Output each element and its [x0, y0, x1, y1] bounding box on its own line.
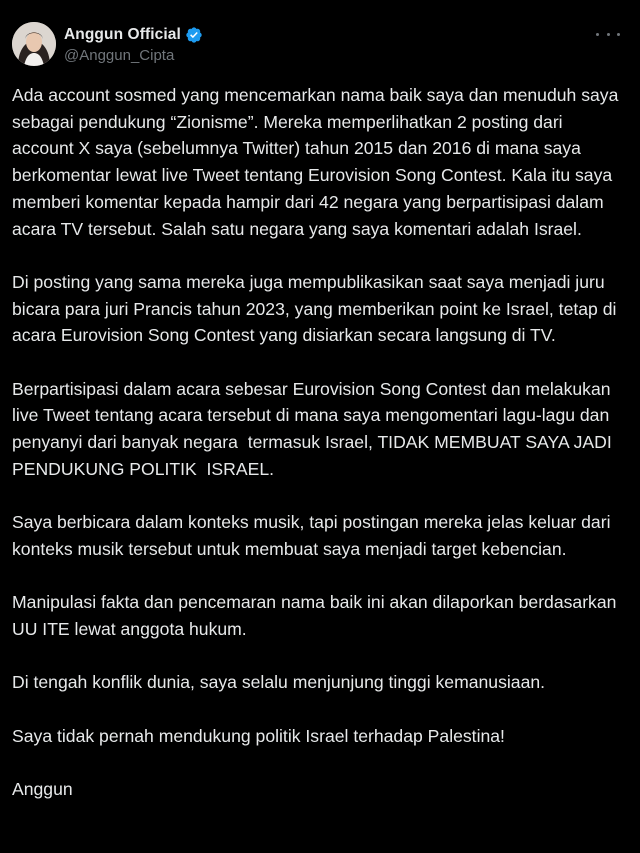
display-name[interactable]: Anggun Official	[64, 26, 181, 43]
verified-badge-icon[interactable]	[185, 26, 203, 44]
dot	[596, 33, 599, 36]
avatar-photo-icon	[12, 22, 56, 66]
tweet-paragraph: Manipulasi fakta dan pencemaran nama baik ini akan dilaporkan berdasarkan UU ITE lewat anggota hukum.	[12, 592, 622, 639]
more-options-icon[interactable]	[596, 24, 620, 44]
tweet-paragraph: Di tengah konflik dunia, saya selalu menjunjung tinggi kemanusiaan.	[12, 672, 546, 693]
tweet-paragraph: Saya tidak pernah mendukung politik Israel terhadap Palestina!	[12, 725, 505, 746]
dot	[617, 33, 620, 36]
dot	[607, 33, 610, 36]
tweet-signature: Anggun	[12, 779, 73, 800]
tweet-paragraph: Ada account sosmed yang mencemarkan nama baik saya dan menuduh saya sebagai pendukung “Zionisme”. Mereka memperlihatkan 2 posting dari account X saya (sebelumnya Twitter) tahun 2015 dan 2016 di mana saya berkomentar lewat live Tweet tentang Eurovision Song Contest. Kala itu saya memberi komentar kepada hampir dari 42 negara yang berpartisipasi dalam acara TV tersebut. Salah satu negara yang saya komentari adalah Israel.	[12, 85, 624, 239]
avatar[interactable]	[12, 22, 56, 66]
tweet-paragraph: Saya berbicara dalam konteks musik, tapi postingan mereka jelas keluar dari konteks musik tersebut untuk membuat saya menjadi target kebencian.	[12, 512, 616, 559]
tweet-text	[12, 82, 624, 830]
tweet-paragraph: Berpartisipasi dalam acara sebesar Eurovision Song Contest dan melakukan live Tweet tentang acara tersebut di mana saya mengomentari lagu-lagu dan penyanyi dari banyak negara termasuk Israel, TIDAK MEMBUAT SAYA JADI PENDUKUNG POLITIK ISRAEL.	[12, 378, 617, 479]
tweet-paragraph: Di posting yang sama mereka juga mempublikasikan saat saya menjadi juru bicara para juri Prancis tahun 2023, yang memberikan point ke Israel, tetap di acara Eurovision Song Contest yang disiarkan secara langsung di TV.	[12, 271, 622, 346]
author-handle[interactable]: @Anggun_Cipta	[64, 47, 175, 64]
tweet-header	[12, 22, 628, 68]
author-names	[64, 24, 203, 64]
display-name-row	[64, 24, 203, 46]
